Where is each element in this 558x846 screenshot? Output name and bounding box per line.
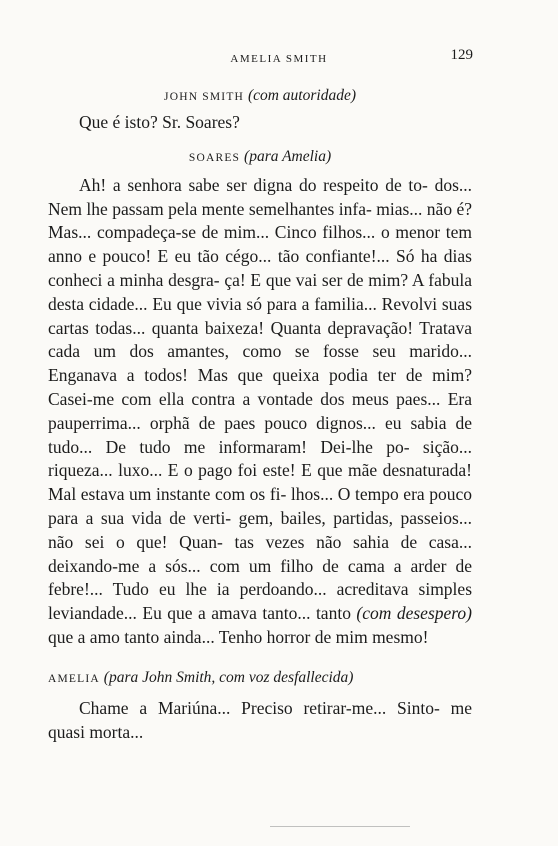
speech-line: gem, bailes, partidas, passeios... não sei o que! Quan- xyxy=(48,507,472,552)
speaker-name: AMELIA xyxy=(48,672,100,685)
speech-line: mias... não é? Mas... compadeça-se de mim... Cinco xyxy=(48,198,473,243)
text-body xyxy=(48,87,472,744)
stage-direction: (para John Smith, com voz desfallecida) xyxy=(103,668,354,686)
speaker-heading-soares xyxy=(48,148,472,166)
stage-direction: (com autoridade) xyxy=(247,87,356,104)
speech-line: filhos... o menor tem anno e pouco! E eu tão cégo... xyxy=(48,222,473,267)
speech-line: Era pauperrima... orphã de paes pouco dignos... eu xyxy=(48,388,472,433)
speaker-heading-john-smith xyxy=(48,87,472,105)
speech-line: ça! E que vai ser de mim? A fabula desta cidade... xyxy=(48,269,473,314)
running-title: AMELIA SMITH xyxy=(230,53,328,65)
speech-line: Casei-me com ella contra a vontade dos meus paes... xyxy=(48,388,441,409)
speech-amelia xyxy=(48,697,472,745)
page-number: 129 xyxy=(450,47,473,63)
speaker-heading-amelia xyxy=(48,666,472,691)
speech-line: me quasi morta... xyxy=(48,697,472,742)
speech-line: mãe desnaturada! Mal estava um instante com os fi- xyxy=(48,460,473,505)
speech-line: sabia de tudo... De tudo me informaram! Dei-lhe po- xyxy=(48,412,472,457)
speech-line: que a xyxy=(48,626,86,647)
speaker-name: JOHN SMITH xyxy=(164,91,245,103)
bottom-edge-mark xyxy=(270,826,410,827)
speech-line: Enganava a todos! Mas que queixa podia ter de mim? xyxy=(48,365,472,386)
speech-line: Que é isto? Sr. Soares? xyxy=(79,112,240,132)
speech-line: tão confiante!... Só ha dias conheci a minha desgra- xyxy=(48,246,472,290)
speech-line: Chame a Mariúna... Preciso retirar-me... Sinto- xyxy=(79,697,440,718)
speech-line: dos... Nem lhe passam pela mente semelhantes infa- xyxy=(48,174,473,219)
speech-line: todas... quanta baixeza! Quanta depravação! Tratava xyxy=(95,317,473,338)
speech-soares xyxy=(48,174,472,650)
speech-line: com um filho de cama a arder de febre!... Tudo eu xyxy=(48,555,473,600)
speech-line: Ah! a senhora sabe ser digna do respeito de to- xyxy=(79,174,428,195)
inline-stage-direction: (com desespero) xyxy=(356,603,473,624)
speaker-name: SOARES xyxy=(188,151,241,164)
stage-direction: (para Amelia) xyxy=(244,147,332,165)
speech-line: que a amava tanto... tanto xyxy=(167,603,357,624)
speech-line: sição... riqueza... luxo... E o pago foi este! E que xyxy=(48,436,473,481)
speech-line: amo tanto ainda... Tenho horror de mim mesmo! xyxy=(89,626,429,647)
speech-line: Eu que vivia só para a familia... Revolvi suas cartas xyxy=(48,293,473,338)
speech-line: cada um dos amantes, como se fosse seu marido... xyxy=(48,341,472,362)
speech-line: lhe ia perdoando... acreditava simples leviandade... Eu xyxy=(48,579,472,624)
speech-john-smith xyxy=(48,111,472,135)
speech-line: tas vezes não sahia de casa... deixando-me a sós... xyxy=(48,531,473,576)
speech-line: lhos... O tempo era pouco para a sua vida de verti- xyxy=(48,484,473,528)
